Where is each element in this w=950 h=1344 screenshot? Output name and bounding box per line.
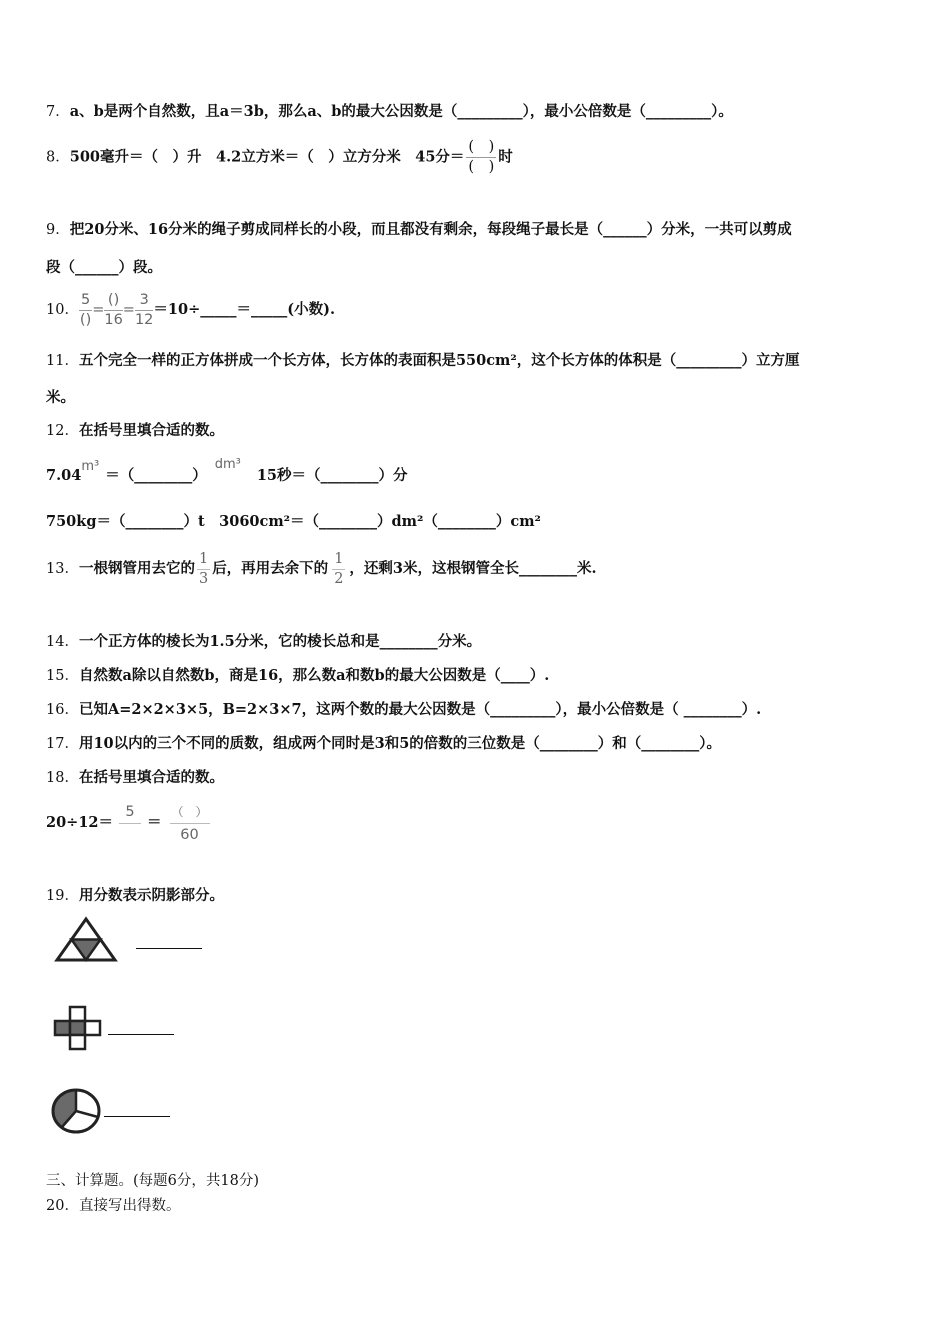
q14-text: 一个正方体的棱长为1.5分米，它的棱长总和是________分米。 [78, 633, 482, 650]
q13-text-a: 一根钢管用去它的 [78, 560, 195, 577]
q18-frac-1 [119, 801, 141, 846]
q18-f2-num: （ ） [170, 801, 210, 824]
q10-f1-den: () [79, 311, 92, 328]
q12-number: 12． [46, 423, 79, 439]
q8-text-b: 时 [498, 148, 513, 166]
circle-shaded-figure [50, 1087, 102, 1139]
q18-eq: ＝ [147, 814, 162, 831]
q13-f1-den: 3 [198, 570, 209, 587]
answer-line-2 [108, 1034, 174, 1035]
question-8 [46, 138, 513, 177]
q12-row-2 [46, 512, 541, 532]
question-9-line-2 [46, 258, 162, 278]
q17-number: 17． [46, 736, 79, 752]
q8-frac-den: ( ) [468, 159, 495, 175]
q13-f2-num: 1 [332, 550, 345, 570]
q13-text-b: 后，再用去余下的 [212, 560, 329, 577]
q10-number: 10． [46, 302, 79, 318]
question-9-line-1 [46, 220, 792, 240]
question-17 [46, 734, 721, 754]
question-11-line-2 [46, 388, 75, 408]
question-14 [46, 632, 481, 652]
q10-f1-num: 5 [79, 291, 92, 311]
q18-f1-num: 5 [119, 801, 141, 824]
q12-row1-a: 7.04 [46, 467, 82, 484]
cross-shaded-figure [53, 1005, 105, 1055]
q12-row2: 750kg＝（________）t 3060cm²＝（________）dm²（________）cm² [46, 513, 541, 530]
q10-text: ＝10÷_____＝_____(小数). [153, 301, 336, 318]
q7-number: 7． [46, 104, 70, 120]
question-19 [46, 886, 224, 906]
q20-title: 直接写出得数。 [78, 1198, 181, 1214]
q15-text: 自然数a除以自然数b，商是16，那么数a和数b的最大公因数是（____）. [78, 667, 550, 684]
q10-f3-den: 12 [134, 311, 154, 328]
q8-frac-num: ( ) [466, 138, 496, 158]
q12-row-1 [46, 457, 408, 487]
question-20 [46, 1196, 180, 1216]
q7-text: a、b是两个自然数，且a＝3b，那么a、b的最大公因数是（_________），最小公倍数是（_________）。 [69, 103, 733, 120]
question-16 [46, 700, 761, 720]
q12-title: 在括号里填合适的数。 [78, 422, 224, 439]
section-3-heading [46, 1171, 259, 1191]
question-11-line-1 [46, 351, 800, 371]
question-12 [46, 421, 224, 441]
q15-number: 15． [46, 668, 79, 684]
triangle-shaded-figure [54, 916, 118, 968]
q13-f1-num: 1 [197, 550, 210, 570]
q16-number: 16． [46, 702, 79, 718]
q18-expression [46, 800, 210, 846]
answer-line-1 [136, 948, 202, 949]
q10-f2-num: () [104, 291, 122, 311]
q18-frac-2 [170, 801, 210, 846]
q19-number: 19． [46, 888, 79, 904]
q10-frac-1 [79, 291, 92, 330]
q9-line1: 把20分米、16分米的绳子剪成同样长的小段，而且都没有剩余，每段绳子最长是（______）分米，一共可以剪成 [69, 221, 792, 238]
q13-number: 13． [46, 561, 79, 577]
section3-text: 三、计算题。(每题6分，共18分) [46, 1173, 259, 1189]
q13-frac-2 [332, 550, 345, 589]
q10-eq-2: = [122, 302, 135, 318]
q10-f2-den: 16 [104, 311, 123, 328]
q13-f2-den: 2 [334, 570, 344, 587]
q8-fraction [466, 138, 496, 177]
question-18 [46, 768, 224, 788]
question-13 [46, 548, 597, 590]
q20-number: 20． [46, 1198, 79, 1214]
q17-text: 用10以内的三个不同的质数，组成两个同时是3和5的倍数的三位数是（________）和（________）。 [78, 735, 722, 752]
q10-frac-2 [104, 291, 122, 330]
q16-text: 已知A=2×2×3×5，B=2×3×7，这两个数的最大公因数是（_________），最小公倍数是（ ________）. [78, 701, 762, 718]
answer-line-3 [104, 1116, 170, 1117]
question-15 [46, 666, 549, 686]
q13-frac-1 [197, 550, 210, 589]
q19-title: 用分数表示阴影部分。 [78, 887, 224, 904]
q9-number: 9． [46, 222, 70, 238]
q8-number: 8． [46, 149, 70, 166]
q10-f3-num: 3 [135, 291, 153, 311]
q12-unit-m3: m³ [81, 459, 100, 474]
q9-line2: 段（______）段。 [46, 259, 162, 276]
q13-text-c: ，还剩3米，这根钢管全长________米. [349, 560, 597, 577]
q18-title: 在括号里填合适的数。 [78, 769, 224, 786]
question-7 [46, 102, 733, 122]
q18-number: 18． [46, 770, 79, 786]
q18-expr: 20÷12＝ [46, 814, 114, 831]
q11-line1: 五个完全一样的正方体拼成一个长方体，长方体的表面积是550cm²，这个长方体的体积是（_________）立方厘 [78, 352, 800, 369]
q18-f1-den [119, 824, 141, 846]
q8-text-a: 500毫升＝（ ）升 4.2立方米＝（ ）立方分米 45分＝ [69, 148, 465, 166]
q14-number: 14． [46, 634, 79, 650]
question-10 [46, 290, 335, 330]
q12-unit-dm3: dm³ [214, 457, 241, 472]
q10-eq-1: = [92, 302, 105, 318]
q11-number: 11． [46, 353, 79, 369]
q18-f2-den: 60 [180, 826, 199, 843]
q10-frac-3 [135, 291, 153, 330]
q12-row1-b: ＝（________） [105, 467, 207, 484]
q11-line2: 米。 [46, 389, 75, 406]
q12-row1-c: 15秒＝（________）分 [256, 467, 408, 484]
